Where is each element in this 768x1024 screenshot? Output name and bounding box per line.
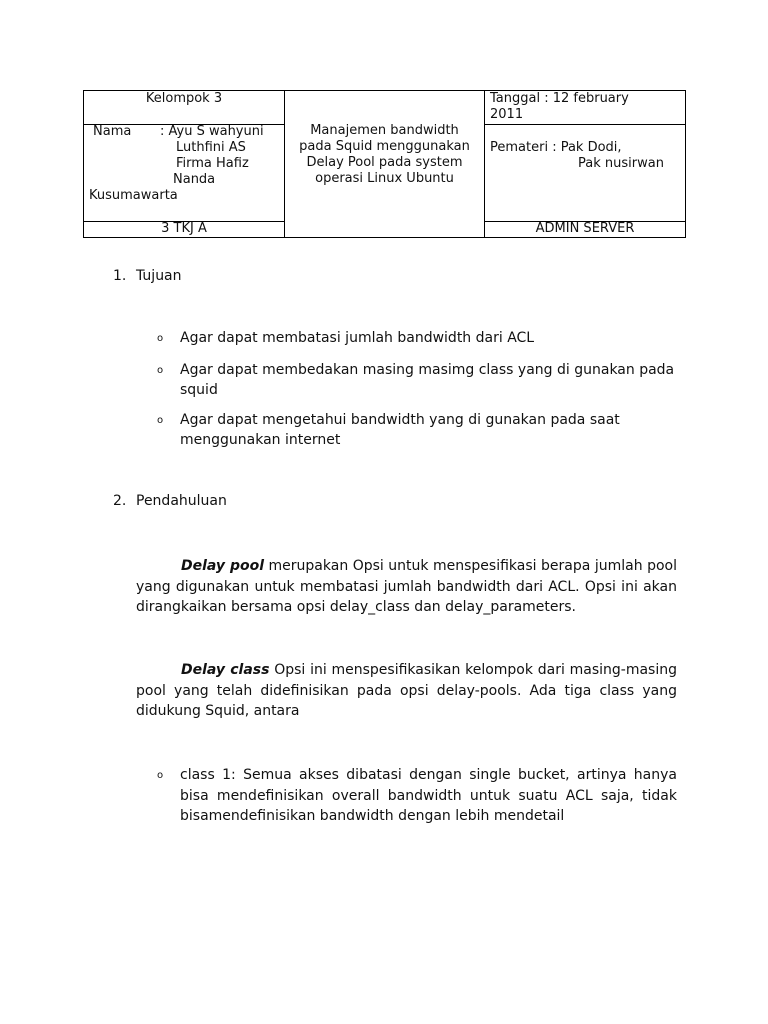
- title-line: Manajemen bandwidth: [310, 123, 459, 138]
- title-line: operasi Linux Ubuntu: [315, 171, 454, 186]
- role: ADMIN SERVER: [535, 221, 635, 236]
- paragraph-text: merupakan Opsi untuk menspesifikasi berapa jumlah pool yang digunakan untuk membatasi jumlah bandwidth dari ACL. Opsi ini akan dirangkaikan bersama opsi delay_class dan delay_parameters.: [136, 558, 677, 615]
- section-title: Pendahuluan: [136, 493, 227, 509]
- date: [490, 91, 629, 123]
- list-item-line: Agar dapat membatasi jumlah bandwidth dari ACL: [180, 330, 535, 346]
- member-name: Luthfini AS: [176, 140, 246, 155]
- bullet-icon: o: [157, 365, 164, 376]
- term-delay-pool: Delay pool: [181, 558, 265, 574]
- member-name: Nanda: [173, 172, 216, 187]
- paragraph-text: Opsi ini menspesifikasikan kelompok dari masing-masing pool yang telah didefinisikan pada opsi delay-pools. Ada tiga class yang didukung Squid, antara: [136, 662, 677, 719]
- list-item-line: Agar dapat mengetahui bandwidth yang di gunakan pada saat: [180, 412, 620, 428]
- member-name: Kusumawarta: [89, 188, 178, 203]
- list-item: [180, 360, 674, 400]
- paragraph-delay-class: [136, 660, 677, 722]
- class-name: 3 TKJ A: [161, 221, 207, 236]
- term-delay-class: Delay class: [181, 662, 270, 678]
- list-item: [180, 328, 534, 348]
- bullet-icon: o: [157, 333, 164, 344]
- list-item-line: menggunakan internet: [180, 432, 341, 448]
- document-title: [285, 123, 484, 187]
- header-table: [83, 90, 686, 238]
- title-line: Delay Pool pada system: [306, 155, 463, 170]
- section-number: 2.: [113, 493, 127, 509]
- bullet-icon: o: [157, 415, 164, 426]
- presenter-line2: Pak nusirwan: [578, 156, 664, 171]
- date-line: 2011: [490, 107, 524, 122]
- date-line: Tanggal : 12 february: [490, 91, 629, 106]
- member-name: : Ayu S wahyuni: [160, 124, 264, 139]
- list-item: class 1: Semua akses dibatasi dengan single bucket, artinya hanya bisa mendefinisikan overall bandwidth untuk suatu ACL saja, tidak bisamendefinisikan bandwidth dengan lebih mendetail: [180, 767, 677, 824]
- list-item-line: squid: [180, 382, 218, 398]
- bullet-icon: o: [157, 770, 164, 781]
- member-name: Firma Hafiz: [176, 156, 249, 171]
- list-item-line: Agar dapat membedakan masing masimg class yang di gunakan pada: [180, 362, 675, 378]
- paragraph-delay-pool: [136, 556, 677, 618]
- names-label: Nama: [93, 124, 132, 139]
- list-item: [180, 410, 620, 450]
- section-number: 1.: [113, 268, 127, 284]
- group-name: Kelompok 3: [145, 91, 223, 106]
- title-line: pada Squid menggunakan: [299, 139, 470, 154]
- section-title: Tujuan: [136, 268, 182, 284]
- presenter-line1: Pemateri : Pak Dodi,: [490, 140, 622, 155]
